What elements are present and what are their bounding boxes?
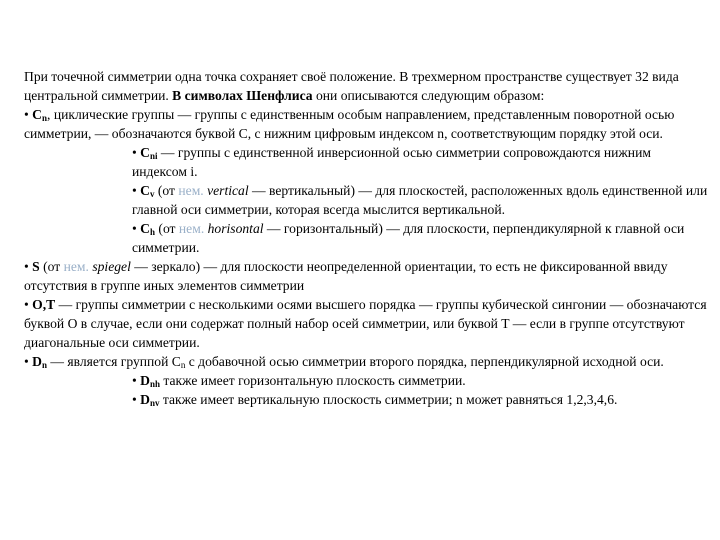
intro-text: При точечной симметрии одна точка сохраняет своё положение. В трехмерном пространстве существует 32 вида центральной симметрии. [24,69,679,103]
dn-text: с добавочной осью симметрии второго порядка, перпендикулярной исходной оси. [185,354,664,369]
symbol-letter: C [32,107,42,122]
dn-text-open: — является группой C [47,354,181,369]
dnv-paragraph [24,390,708,409]
intro-paragraph [24,67,708,105]
ch-text: — горизонтальный) — для плоскости, перпендикулярной к главной оси симметрии. [132,221,685,255]
ch-term: horisontal [207,221,264,236]
ch-paragraph [24,219,708,257]
ch-text-open: (от [155,221,179,236]
bullet: • [24,107,33,122]
language-link[interactable]: нем. [178,221,205,236]
dnv-symbol [140,392,159,407]
cv-text: — вертикальный) — для плоскостей, расположенных вдоль единственной или главной оси симметрии, которая всегда мыслится вертикальной. [132,183,708,217]
inline-subscript: n [180,360,186,370]
dnh-symbol [140,373,160,388]
ch-symbol [140,221,155,236]
language-link[interactable]: нем. [63,259,89,274]
symbol-subscript: v [150,189,155,199]
symbol-subscript: ni [150,151,158,161]
s-term: spiegel [92,259,131,274]
bullet: • [24,354,33,369]
cv-symbol [140,183,154,198]
dnv-text: также имеет вертикальную плоскость симметрии; n может равняться 1,2,3,4,6. [159,392,618,407]
symbol-subscript: h [150,227,156,237]
cni-paragraph [24,143,708,181]
ot-symbol: O,T [32,297,56,312]
symbol-subscript: n [42,113,48,123]
cv-paragraph [24,181,708,219]
schoenflies-phrase: В символах Шенфлиса [172,88,313,103]
symbol-letter: D [140,373,150,388]
cv-text-open: (от [154,183,179,198]
symbol-letter: D [32,354,42,369]
dnh-paragraph [24,371,708,390]
bullet: • [132,392,141,407]
symbol-subscript: n [42,360,48,370]
symbol-subscript: nv [150,398,160,408]
dnh-text: также имеет горизонтальную плоскость симметрии. [160,373,466,388]
ot-text: — группы симметрии с несколькими осями высшего порядка — группы кубической сингонии — обозначаются буквой O в случае, если они содержат полный набор осей симметрии, или буквой T — если в группе отсутствуют диагональные оси симметрии. [24,297,707,350]
cn-text: , циклические группы — группы с единственным особым направлением, представленным поворотной осью симметрии, — обозначаются буквой C, с нижним цифровым индексом n, соответствующим порядку этой оси. [24,107,675,141]
symbol-letter: C [140,221,150,236]
bullet: • [132,221,141,236]
cv-term: vertical [207,183,249,198]
symbol-letter: C [140,145,150,160]
cni-symbol [140,145,157,160]
cn-symbol [32,107,47,122]
bullet: • [132,145,141,160]
symbol-subscript: nh [150,379,161,389]
s-text: — зеркало) — для плоскости неопределенной ориентации, то есть не фиксированной ввиду отсутствия в группе иных элементов симметрии [24,259,668,293]
s-text-open: (от [39,259,64,274]
symbol-letter: C [140,183,150,198]
symbol-letter: D [140,392,150,407]
cn-paragraph [24,105,708,143]
document-body [24,67,708,409]
s-paragraph [24,257,708,295]
dn-symbol [32,354,47,369]
dn-paragraph [24,352,708,371]
ot-paragraph [24,295,708,352]
language-link[interactable]: нем. [178,183,204,198]
bullet: • [132,183,141,198]
s-symbol: S [32,259,40,274]
bullet: • [132,373,141,388]
bullet: • [24,297,33,312]
intro-text-end: они описываются следующим образом: [312,88,545,103]
cni-text: — группы с единственной инверсионной осью симметрии сопровождаются нижним индексом i. [132,145,651,179]
bullet: • [24,259,33,274]
